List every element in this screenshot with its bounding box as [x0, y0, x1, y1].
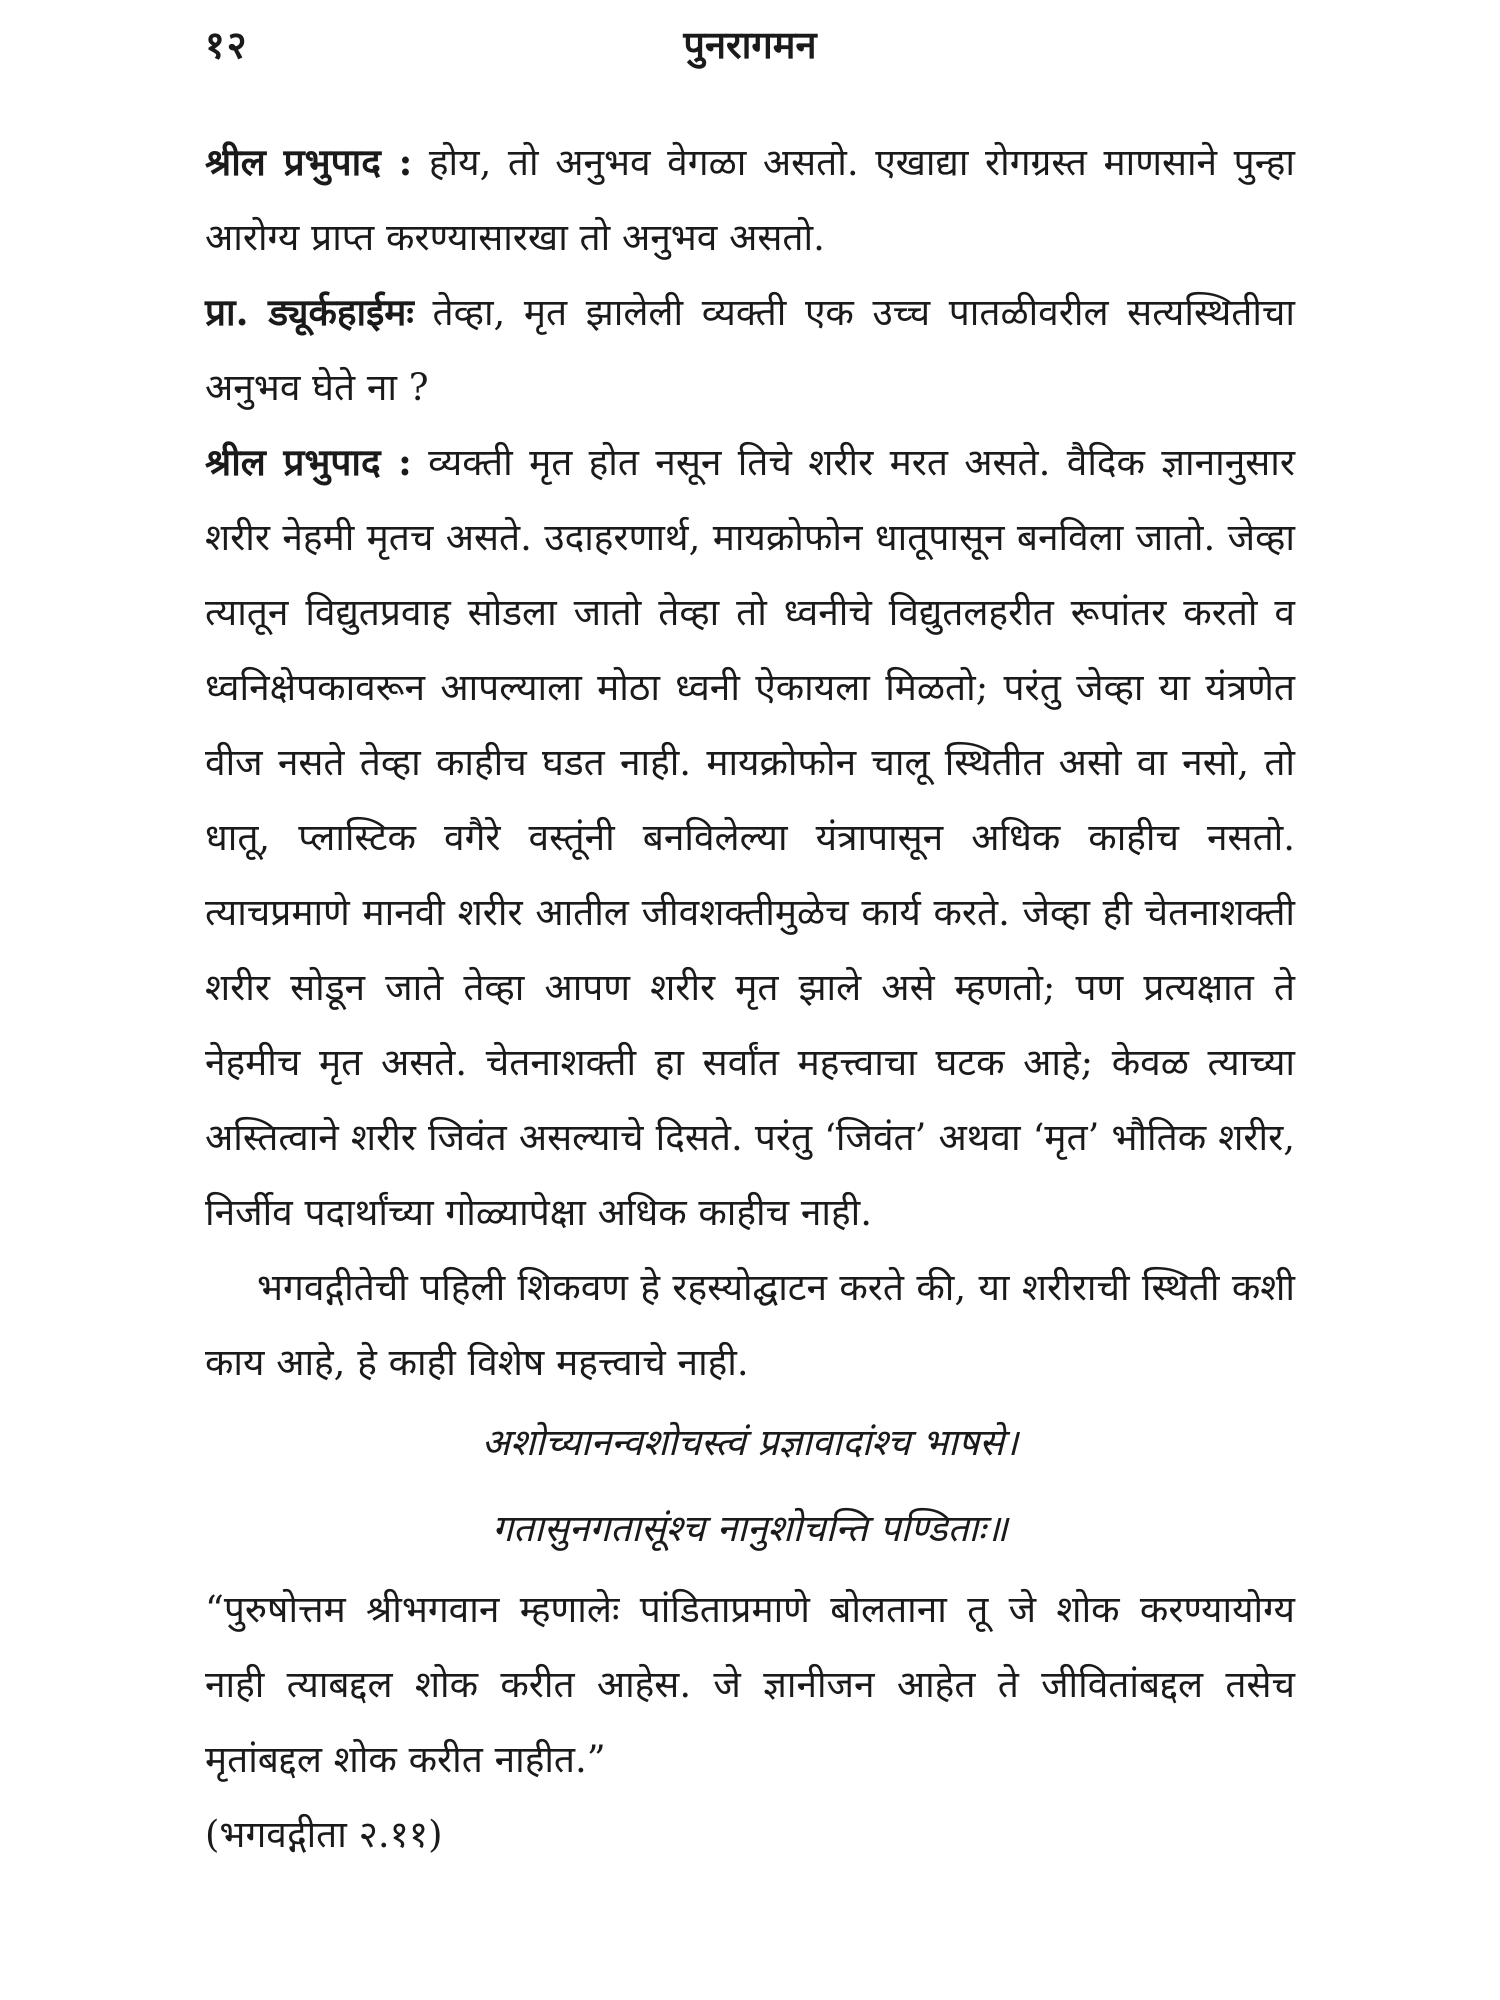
- page-header: [205, 18, 1295, 78]
- verse-line-2: गतासुनगतासूंश्च नानुशोचन्ति पण्डिताः॥: [492, 1507, 1008, 1550]
- verse-line-1: अशोच्यानन्वशोचस्त्वं प्रज्ञावादांश्च भाषसे।: [481, 1421, 1019, 1464]
- verse-citation: (भगवद्गीता २.११): [205, 1813, 443, 1856]
- sanskrit-verse: [205, 1400, 1295, 1572]
- speaker-label: श्रील प्रभुपाद :: [205, 140, 413, 184]
- speaker-label: प्रा. ड्यूर्कहाईमः: [205, 290, 414, 334]
- dialogue-paragraph: [205, 425, 1295, 1250]
- dialogue-text: व्यक्ती मृत होत नसून तिचे शरीर मरत असते. वैदिक ज्ञानानुसार शरीर नेहमी मृतच असते. उदाहरणार्थ, मायक्रोफोन धातूपासून बनविला जातो. जेव्हा त्यातून विद्युतप्रवाह सोडला जातो तेव्हा तो ध्वनीचे विद्युतलहरीत रूपांतर करतो व ध्वनिक्षेपकावरून आपल्याला मोठा ध्वनी ऐकायला मिळतो; परंतु जेव्हा या यंत्रणेत वीज नसते तेव्हा काहीच घडत नाही. मायक्रोफोन चालू स्थितीत असो वा नसो, तो धातू, प्लास्टिक वगैरे वस्तूंनी बनविलेल्या यंत्रापासून अधिक काहीच नसतो. त्याचप्रमाणे मानवी शरीर आतील जीवशक्तीमुळेच कार्य करते. जेव्हा ही चेतनाशक्ती शरीर सोडून जाते तेव्हा आपण शरीर मृत झाले असे म्हणतो; पण प्रत्यक्षात ते नेहमीच मृत असते. चेतनाशक्ती हा सर्वांत महत्त्वाचा घटक आहे; केवळ त्याच्या अस्तित्वाने शरीर जिवंत असल्याचे दिसते. परंतु ‘जिवंत’ अथवा ‘मृत’ भौतिक शरीर, निर्जीव पदार्थांच्या गोळ्यापेक्षा अधिक काहीच नाही.: [205, 441, 1295, 1234]
- body-paragraph: भगवद्गीतेची पहिली शिकवण हे रहस्योद्घाटन करते की, या शरीराची स्थिती कशी काय आहे, हे काही विशेष महत्त्वाचे नाही.: [205, 1266, 1295, 1384]
- page-content: [205, 125, 1295, 1872]
- page-number: १२: [205, 22, 249, 67]
- speaker-label: श्रील प्रभुपाद :: [205, 440, 412, 484]
- running-title: पुनरागमन: [683, 22, 817, 67]
- dialogue-text: तेव्हा, मृत झालेली व्यक्ती एक उच्च पातळीवरील सत्यस्थितीचा अनुभव घेते ना ?: [205, 291, 1296, 409]
- dialogue-paragraph: [205, 275, 1295, 425]
- verse-translation: “पुरुषोत्तम श्रीभगवान म्हणालेः पांडिताप्रमाणे बोलताना तू जे शोक करण्यायोग्य नाही त्याबद्दल शोक करीत आहेस. जे ज्ञानीजन आहेत ते जीवितांबद्दल तसेच मृतांबद्दल शोक करीत नाहीत.”: [205, 1588, 1295, 1781]
- dialogue-paragraph: [205, 125, 1295, 275]
- dialogue-text: होय, तो अनुभव वेगळा असतो. एखाद्या रोगग्रस्त माणसाने पुन्हा आरोग्य प्राप्त करण्यासारखा तो अनुभव असतो.: [205, 141, 1295, 259]
